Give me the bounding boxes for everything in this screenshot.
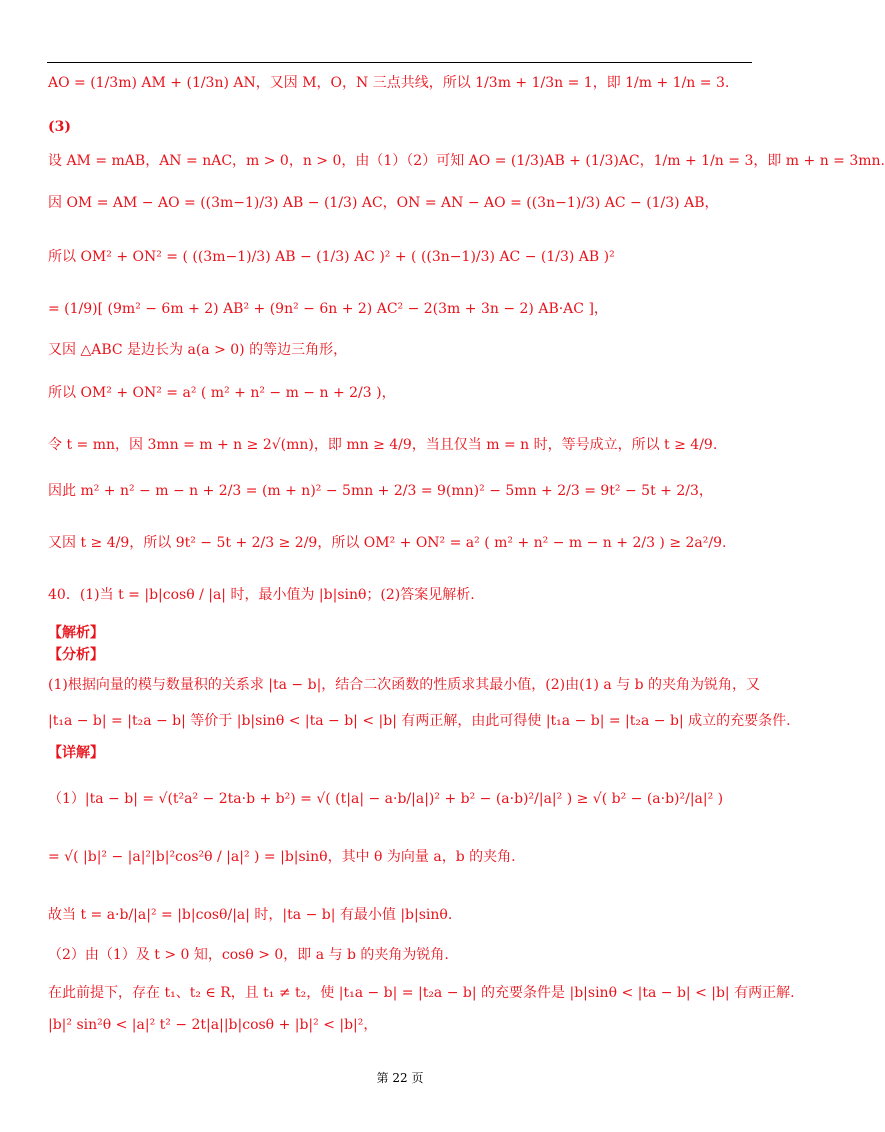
line-7: 又因 △ABC 是边长为 a(a > 0) 的等边三角形， xyxy=(48,342,348,358)
top-rule xyxy=(47,62,752,63)
detail-line-1: （1）|ta − b| = √(t²a² − 2ta·b + b²) = √( (t|a| − a·b/|a|)² + b² − (a·b)²/|a|² ) ≥ √( b² − (a·b)²/|a|² ) xyxy=(48,791,724,807)
page-footer: 第 22 页 xyxy=(376,1071,424,1085)
detail-line-6: |b|² sin²θ < |a|² t² − 2t|a||b|cosθ + |b|² < |b|²， xyxy=(48,1017,378,1033)
line-4: 因 OM = AM − AO = ((3m−1)/3) AB − (1/3) AC，ON = AN − AO = ((3n−1)/3) AC − (1/3) AB， xyxy=(48,195,719,211)
line-6: = (1/9)[ (9m² − 6m + 2) AB² + (9n² − 6n + 2) AC² − 2(3m + 3n − 2) AB·AC ]， xyxy=(48,301,608,317)
line-10: 因此 m² + n² − m − n + 2/3 = (m + n)² − 5mn + 2/3 = 9(mn)² − 5mn + 2/3 = 9t² − 5t + 2/3， xyxy=(48,483,713,499)
line-8: 所以 OM² + ON² = a² ( m² + n² − m − n + 2/3 )， xyxy=(48,385,396,401)
line-1: AO = (1/3m) AM + (1/3n) AN，又因 M，O，N 三点共线，所以 1/3m + 1/3n = 1，即 1/m + 1/n = 3. xyxy=(48,75,730,91)
heading-jiexi: 【解析】 xyxy=(48,625,104,641)
detail-line-3: 故当 t = a·b/|a|² = |b|cosθ/|a| 时，|ta − b| 有最小值 |b|sinθ. xyxy=(48,907,453,923)
heading-xiangjie: 【详解】 xyxy=(48,745,104,761)
detail-line-2: = √( |b|² − |a|²|b|²cos²θ / |a|² ) = |b|sinθ，其中 θ 为向量 a，b 的夹角. xyxy=(48,849,516,865)
heading-fenxi: 【分析】 xyxy=(48,647,104,663)
answer-40: 40．(1)当 t = |b|cosθ / |a| 时，最小值为 |b|sinθ；(2)答案见解析. xyxy=(48,587,475,603)
detail-line-5: 在此前提下，存在 t₁、t₂ ∈ R，且 t₁ ≠ t₂，使 |t₁a − b| = |t₂a − b| 的充要条件是 |b|sinθ < |ta − b| < |b| 有两正解. xyxy=(48,985,795,1001)
detail-line-4: （2）由（1）及 t > 0 知，cosθ > 0，即 a 与 b 的夹角为锐角. xyxy=(48,947,449,963)
line-11: 又因 t ≥ 4/9，所以 9t² − 5t + 2/3 ≥ 2/9，所以 OM² + ON² = a² ( m² + n² − m − n + 2/3 ) ≥ 2a²/9. xyxy=(48,535,727,551)
analysis-line-1: (1)根据向量的模与数量积的关系求 |ta − b|，结合二次函数的性质求其最小值，(2)由(1) a 与 b 的夹角为锐角，又 xyxy=(48,677,761,693)
analysis-line-2: |t₁a − b| = |t₂a − b| 等价于 |b|sinθ < |ta − b| < |b| 有两正解，由此可得使 |t₁a − b| = |t₂a − b| 成立的充要条件. xyxy=(48,713,791,729)
line-9: 令 t = mn，因 3mn = m + n ≥ 2√(mn)，即 mn ≥ 4/9，当且仅当 m = n 时，等号成立，所以 t ≥ 4/9. xyxy=(48,437,718,453)
line-3: 设 AM = mAB，AN = nAC，m > 0，n > 0，由（1）（2）可知 AO = (1/3)AB + (1/3)AC，1/m + 1/n = 3，即 m + n = 3mn. xyxy=(48,153,885,169)
line-5: 所以 OM² + ON² = ( ((3m−1)/3) AB − (1/3) AC )² + ( ((3n−1)/3) AC − (1/3) AB )² xyxy=(48,249,615,265)
section-3-label: (3) xyxy=(48,119,71,135)
